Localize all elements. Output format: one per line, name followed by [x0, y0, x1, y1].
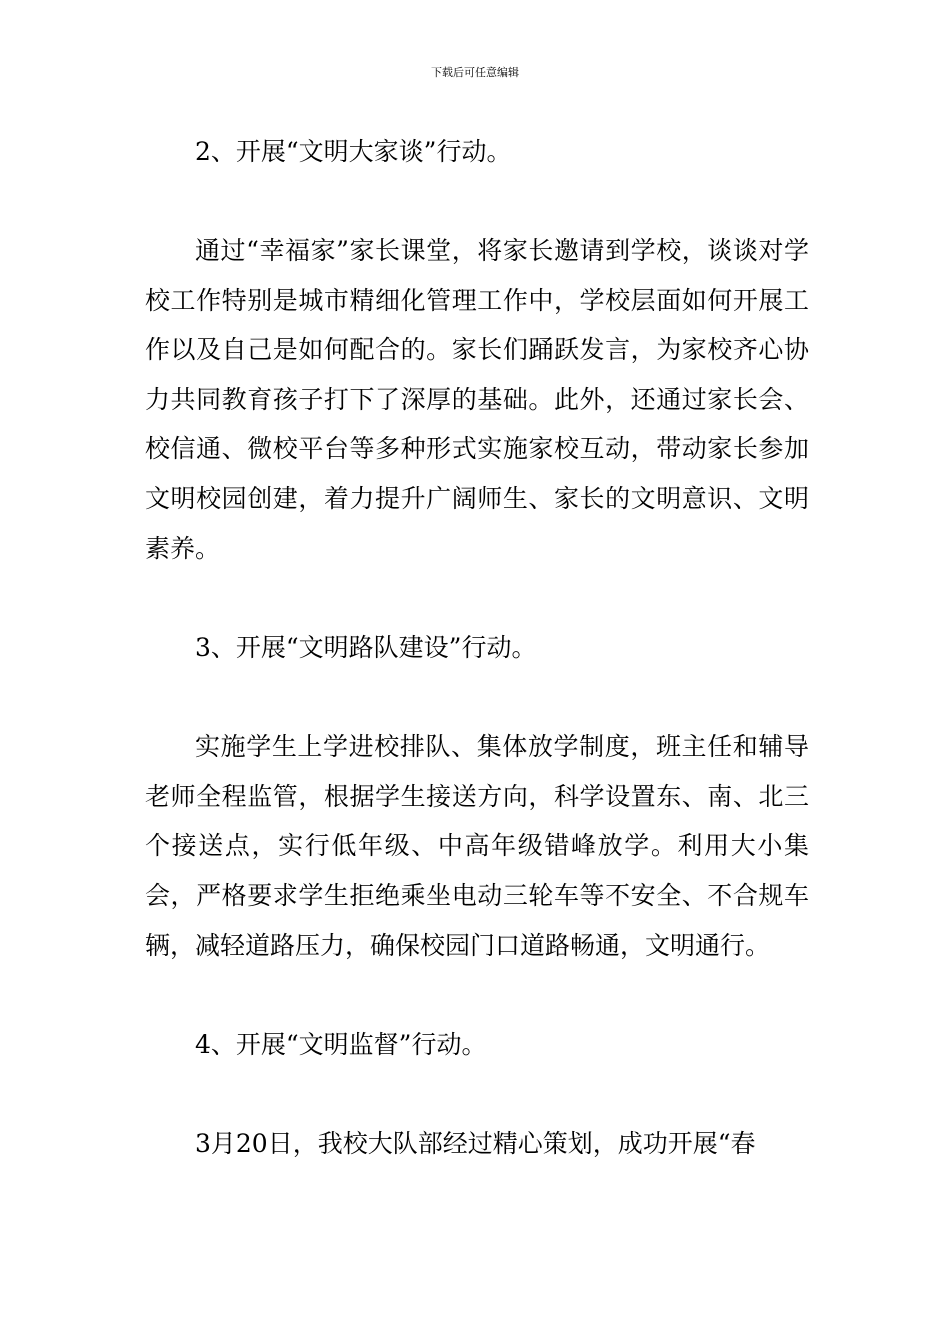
header-note: 下载后可任意编辑	[431, 66, 519, 79]
section-paragraph-3: 实施学生上学进校排队、集体放学制度，班主任和辅导老师全程监管，根据学生接送方向，科学设置东、南、北三个接送点，实行低年级、中高年级错峰放学。利用大小集会，严格要求学生拒绝乘坐电动三轮车等不安全、不合规车辆，减轻道路压力，确保校园门口道路畅通，文明通行。	[145, 732, 809, 960]
section-heading-3: 3、开展“文明路队建设”行动。	[195, 633, 537, 663]
section-paragraph-4: 3月20日，我校大队部经过精心策划，成功开展“春	[195, 1129, 756, 1159]
document-body	[145, 127, 809, 1169]
section-paragraph-2: 通过“幸福家”家长课堂，将家长邀请到学校，谈谈对学校工作特别是城市精细化管理工作中，学校层面如何开展工作以及自己是如何配合的。家长们踊跃发言，为家校齐心协力共同教育孩子打下了深厚的基础。此外，还通过家长会、校信通、微校平台等多种形式实施家校互动，带动家长参加文明校园创建，着力提升广阔师生、家长的文明意识、文明素养。	[145, 236, 809, 563]
section-heading-4: 4、开展“文明监督”行动。	[195, 1030, 487, 1060]
section-heading-2: 2、开展“文明大家谈”行动。	[195, 137, 512, 166]
